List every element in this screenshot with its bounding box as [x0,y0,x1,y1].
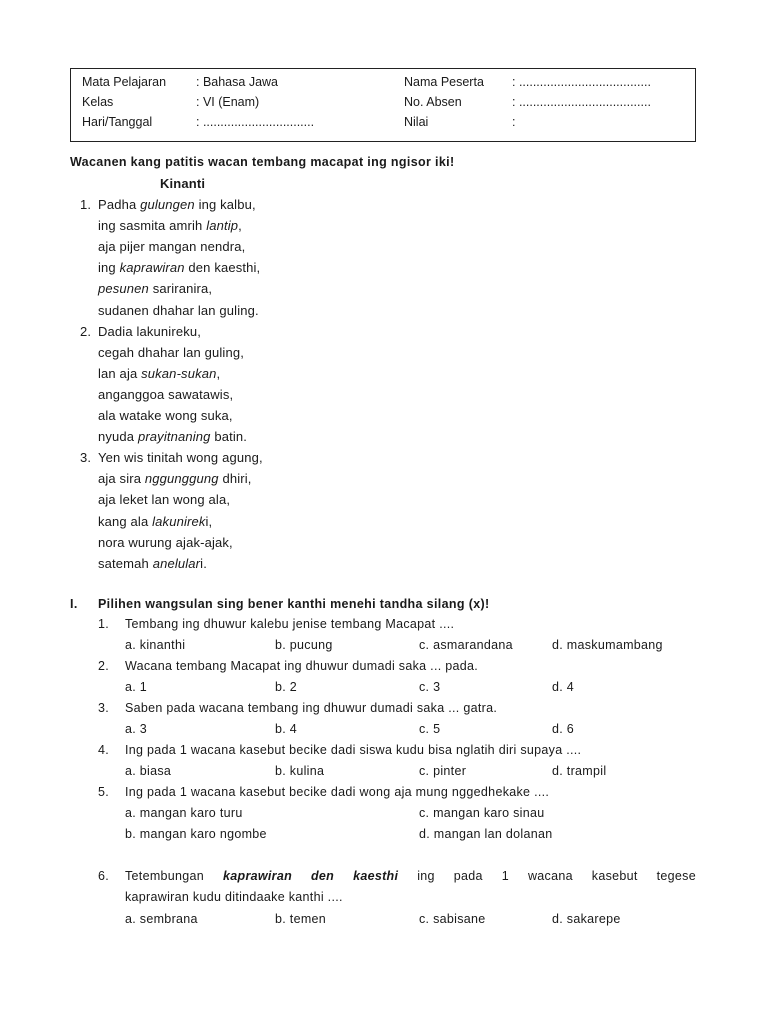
subject-label: Mata Pelajaran [82,75,167,89]
answer-option[interactable]: a. biasa [125,764,172,778]
answer-option[interactable]: d. mangan lan dolanan [419,827,553,841]
poem-line: ing sasmita amrih lantip, [98,218,242,234]
answer-option[interactable]: b. pucung [275,638,333,652]
poem-line: nyuda prayitnaning batin. [98,429,248,445]
absence-number-field[interactable]: : ...................................... [512,95,651,109]
reading-instruction: Wacanen kang patitis wacan tembang macapat ing ngisor iki! [70,155,455,169]
question-number: 1. [98,617,110,631]
question-text: Tembang ing dhuwur kalebu jenise tembang Macapat .... [125,617,455,631]
answer-option[interactable]: b. temen [275,912,327,926]
stanza-number: 3. [80,450,92,466]
answer-option[interactable]: d. 6 [552,722,575,736]
score-field[interactable]: : [512,115,516,129]
participant-name-label: Nama Peserta [404,75,484,89]
answer-option[interactable]: c. sabisane [419,912,486,926]
answer-option[interactable]: a. sembrana [125,912,198,926]
poem-title: Kinanti [160,176,206,191]
stanza-number: 2. [80,323,92,339]
poem-line: lan aja sukan-sukan, [98,365,221,381]
class-label: Kelas [82,95,114,109]
answer-option[interactable]: d. trampil [552,764,607,778]
answer-option[interactable]: a. 3 [125,722,148,736]
subject-value: : Bahasa Jawa [196,75,278,89]
answer-option[interactable]: c. 3 [419,680,441,694]
answer-option[interactable]: b. mangan karo ngombe [125,827,267,841]
poem-line: ing kaprawiran den kaesthi, [98,260,261,276]
answer-option[interactable]: c. pinter [419,764,467,778]
score-label: Nilai [404,115,429,129]
poem-line: anganggoa sawatawis, [98,386,234,402]
poem-line: pesunen sariranira, [98,281,213,297]
question-text-continued: kaprawiran kudu ditindaake kanthi .... [125,890,343,904]
poem-line: sudanen dhahar lan guling. [98,302,259,318]
answer-option[interactable]: a. kinanthi [125,638,186,652]
answer-option[interactable]: b. 2 [275,680,298,694]
question-number: 5. [98,785,110,799]
poem-line: aja pijer mangan nendra, [98,239,246,255]
question-text: Saben pada wacana tembang ing dhuwur dumadi saka ... gatra. [125,701,498,715]
poem-line: aja leket lan wong ala, [98,492,231,508]
answer-option[interactable]: d. sakarepe [552,912,621,926]
absence-number-label: No. Absen [404,95,462,109]
answer-option[interactable]: a. 1 [125,680,148,694]
poem-line: nora wurung ajak-ajak, [98,534,233,550]
section-title: Pilihen wangsulan sing bener kanthi menehi tandha silang (x)! [98,597,490,611]
question-number: 4. [98,743,110,757]
poem-line: kang ala lakunireki, [98,513,213,529]
poem-line: Dadia lakunireku, [98,323,201,339]
date-label: Hari/Tanggal [82,115,153,129]
question-text: Ing pada 1 wacana kasebut becike dadi siswa kudu bisa nglatih diri supaya .... [125,743,582,757]
section-number: I. [70,597,78,611]
question-number: 2. [98,659,110,673]
answer-option[interactable]: b. 4 [275,722,298,736]
answer-option[interactable]: d. maskumambang [552,638,663,652]
poem-line: Padha gulungen ing kalbu, [98,197,256,212]
poem-line: ala watake wong suka, [98,408,233,423]
question-number: 3. [98,701,110,715]
answer-option[interactable]: b. kulina [275,764,325,778]
question-text: Ing pada 1 wacana kasebut becike dadi wong aja mung nggedhekake .... [125,785,550,799]
question-text: Tetembungan kaprawiran den kaesthi ing pada 1 wacana kasebut tegese [125,869,696,883]
participant-name-field[interactable]: : ...................................... [512,75,651,89]
question-text: Wacana tembang Macapat ing dhuwur dumadi saka ... pada. [125,659,479,673]
answer-option[interactable]: c. mangan karo sinau [419,806,545,820]
poem-line: Yen wis tinitah wong agung, [98,450,263,466]
poem-line: cegah dhahar lan guling, [98,344,244,360]
answer-option[interactable]: c. 5 [419,722,441,736]
question-number: 6. [98,869,110,883]
stanza-number: 1. [80,197,92,212]
date-field[interactable]: : ................................ [196,115,315,129]
poem-line: aja sira nggunggung dhiri, [98,471,252,487]
answer-option[interactable]: d. 4 [552,680,575,694]
answer-option[interactable]: a. mangan karo turu [125,806,243,820]
poem-line: satemah anelulari. [98,555,207,571]
answer-option[interactable]: c. asmarandana [419,638,513,652]
class-value: : VI (Enam) [196,95,260,109]
